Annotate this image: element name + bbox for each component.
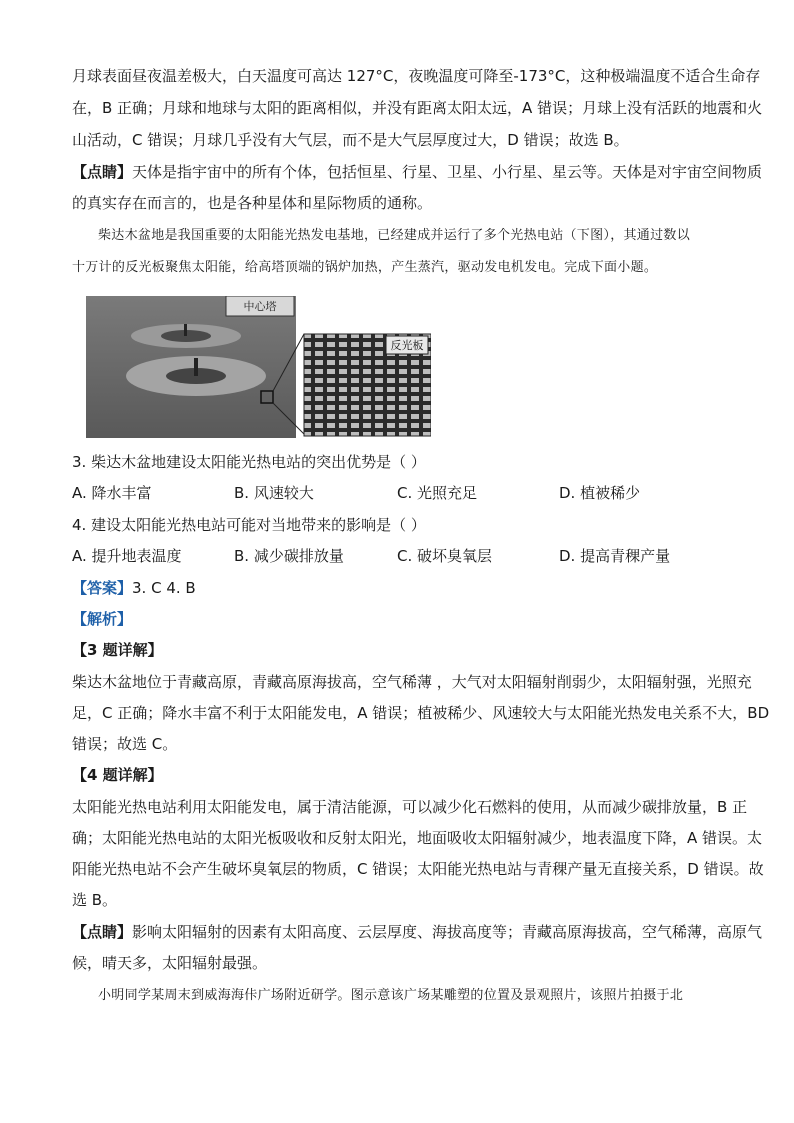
tip-label: 【点睛】 bbox=[72, 923, 133, 941]
tip-text: 影响太阳辐射的因素有太阳高度、云层厚度、海拔高度等；青藏高原海拔高，空气稀薄，高原气 bbox=[132, 923, 763, 941]
answer-value: 3. C 4. B bbox=[132, 579, 196, 597]
q3-option-d[interactable]: D. 植被稀少 bbox=[559, 484, 641, 502]
q4-option-a[interactable]: A. 提升地表温度 bbox=[72, 547, 182, 565]
intro-line: 十万计的反光板聚焦太阳能，给高塔顶端的锅炉加热，产生蒸汽，驱动发电机发电。完成下面小题。 bbox=[72, 260, 658, 275]
q3-option-c[interactable]: C. 光照充足 bbox=[397, 484, 478, 502]
tip-line: 的真实存在而言的，也是各种星体和星际物质的通称。 bbox=[72, 194, 433, 212]
paragraph-line: 月球表面昼夜温差极大，白天温度可高达 127°C，夜晚温度可降至-173°C，这种极端温度不适合生命存 bbox=[72, 67, 761, 85]
tower bbox=[184, 324, 187, 336]
intro-line: 小明同学某周末到威海海佧广场附近研学。图示意该广场某雕塑的位置及景观照片，该照片拍摄于北 bbox=[98, 988, 684, 1003]
q4-option-c[interactable]: C. 破坏臭氧层 bbox=[397, 547, 493, 565]
q3-option-b[interactable]: B. 风速较大 bbox=[234, 484, 314, 502]
tower bbox=[194, 358, 198, 376]
paragraph-line: 选 B。 bbox=[72, 891, 118, 909]
tip-label: 【点睛】 bbox=[72, 163, 133, 181]
paragraph-line: 阳能光热电站不会产生破坏臭氧层的物质，C 错误；太阳能光热电站与青稞产量无直接关系，D 错误。故 bbox=[72, 860, 764, 878]
intro-line: 柴达木盆地是我国重要的太阳能光热发电基地，已经建成并运行了多个光热电站（下图），其通过数以 bbox=[98, 228, 691, 243]
tip-line bbox=[72, 922, 762, 942]
paragraph-line: 山活动，C 错误；月球几乎没有大气层，而不是大气层厚度过大，D 错误；故选 B。 bbox=[72, 131, 629, 149]
solar-station-photo bbox=[86, 296, 431, 438]
paragraph-line: 确；太阳能光热电站的太阳光板吸收和反射太阳光，地面吸收太阳辐射减少，地表温度下降，A 错误。太 bbox=[72, 829, 763, 847]
paragraph-line: 太阳能光热电站利用太阳能发电，属于清洁能源，可以减少化石燃料的使用，从而减少碳排放量，B 正 bbox=[72, 798, 748, 816]
detail-4-label: 【4 题详解】 bbox=[72, 766, 163, 784]
q4-option-d[interactable]: D. 提高青稞产量 bbox=[559, 547, 671, 565]
answer-label: 【答案】 bbox=[72, 579, 133, 597]
paragraph-line: 足，C 正确；降水丰富不利于太阳能发电，A 错误；植被稀少、风速较大与太阳能光热发电关系不大，BD bbox=[72, 704, 770, 722]
tip-text: 天体是指宇宙中的所有个体，包括恒星、行星、卫星、小行星、星云等。天体是对宇宙空间物质 bbox=[132, 163, 763, 181]
tip-line: 候，晴天多，太阳辐射最强。 bbox=[72, 954, 268, 972]
analysis-label: 【解析】 bbox=[72, 610, 133, 628]
tip-line bbox=[72, 162, 762, 182]
paragraph-line: 错误；故选 C。 bbox=[72, 735, 178, 753]
paragraph-line: 柴达木盆地位于青藏高原，青藏高原海拔高，空气稀薄 ，大气对太阳辐射削弱少，太阳辐射强，光照充 bbox=[72, 673, 752, 691]
q3-option-a[interactable]: A. 降水丰富 bbox=[72, 484, 152, 502]
mirror-label: 反光板 bbox=[390, 339, 424, 352]
answer-line bbox=[72, 578, 196, 598]
detail-3-label: 【3 题详解】 bbox=[72, 641, 163, 659]
question-3-stem: 3. 柴达木盆地建设太阳能光热电站的突出优势是（ ） bbox=[72, 453, 426, 471]
q4-option-b[interactable]: B. 减少碳排放量 bbox=[234, 547, 344, 565]
question-4-stem: 4. 建设太阳能光热电站可能对当地带来的影响是（ ） bbox=[72, 516, 426, 534]
paragraph-line: 在，B 正确；月球和地球与太阳的距离相似，并没有距离太阳太远，A 错误；月球上没有活跃的地震和火 bbox=[72, 99, 763, 117]
photo-label: 中心塔 bbox=[243, 300, 277, 313]
